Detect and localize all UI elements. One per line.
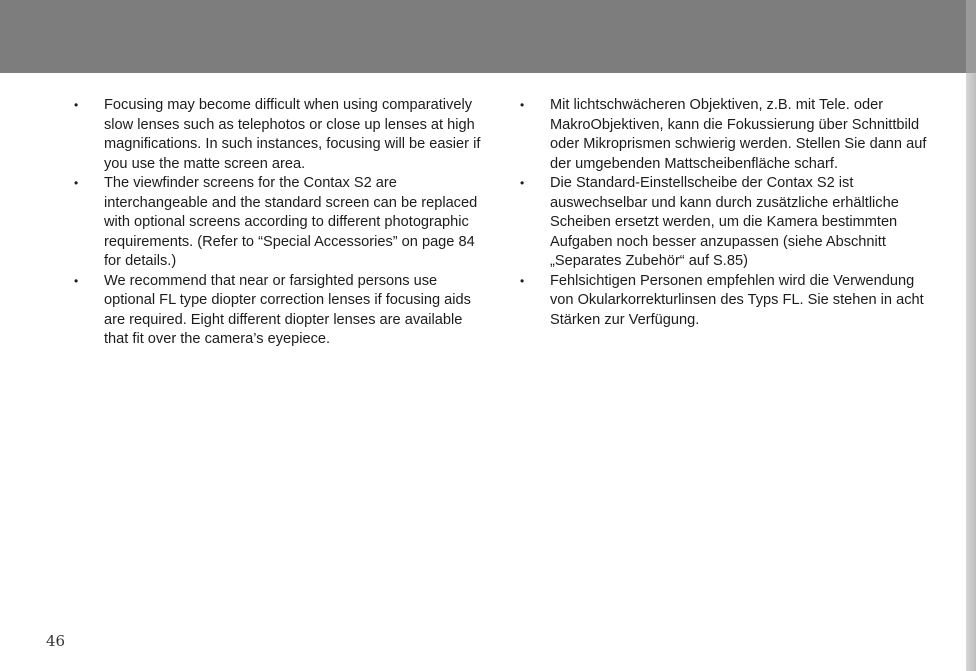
- english-column: [70, 96, 485, 350]
- list-item-text: Fehlsichtigen Personen empfehlen wird die Verwendung von Okularkorrekturlinsen des Typs FL. Sie stehen in acht Stärken zur Verfügung.: [550, 272, 924, 328]
- bullet-icon: •: [74, 273, 79, 288]
- list-item-text: Mit lichtschwächeren Objektiven, z.B. mit Tele. oder MakroObjektiven, kann die Fokussierung über Schnittbild oder Mikroprismen schwierig werden. Stellen Sie dann auf der umgebenden Mattscheibenfläche scharf.: [550, 97, 927, 172]
- list-item: [70, 96, 485, 174]
- page-edge-top: [966, 0, 976, 73]
- list-item: [70, 272, 485, 350]
- list-item-text: We recommend that near or farsighted persons use optional FL type diopter correction lenses if focusing aids are required. Eight different diopter lenses are available that fit over the camera’s eyepiece.: [104, 272, 471, 347]
- page-edge: [966, 0, 976, 671]
- page-number: 46: [46, 632, 66, 650]
- list-item: [516, 272, 936, 331]
- bullet-icon: •: [520, 273, 525, 288]
- german-column: [516, 96, 936, 330]
- english-bullet-list: [70, 96, 485, 350]
- german-bullet-list: [516, 96, 936, 330]
- list-item: [70, 174, 485, 272]
- bullet-icon: •: [74, 176, 79, 190]
- bullet-icon: •: [74, 98, 79, 112]
- list-item: [516, 96, 936, 174]
- list-item-text: Die Standard-Einstellscheibe der Contax S2 ist auswechselbar und kann durch zusätzliche erhältliche Scheiben ersetzt werden, um die Kamera bestimmten Aufgaben noch besser anzupassen (siehe Abschnitt „Separates Zubehör“ auf S.85): [550, 175, 899, 269]
- list-item-text: Focusing may become difficult when using comparatively slow lenses such as telephotos or close up lenses at high magnifications. In such instances, focusing will be easier if you use the matte screen area.: [104, 97, 481, 172]
- list-item: [516, 174, 936, 272]
- bullet-icon: •: [520, 98, 525, 112]
- bullet-icon: •: [520, 176, 525, 190]
- list-item-text: The viewfinder screens for the Contax S2 are interchangeable and the standard screen can be replaced with optional screens according to different photographic requirements. (Refer to “Special Accessories” on page 84 for details.): [104, 175, 478, 269]
- header-band: [0, 0, 966, 73]
